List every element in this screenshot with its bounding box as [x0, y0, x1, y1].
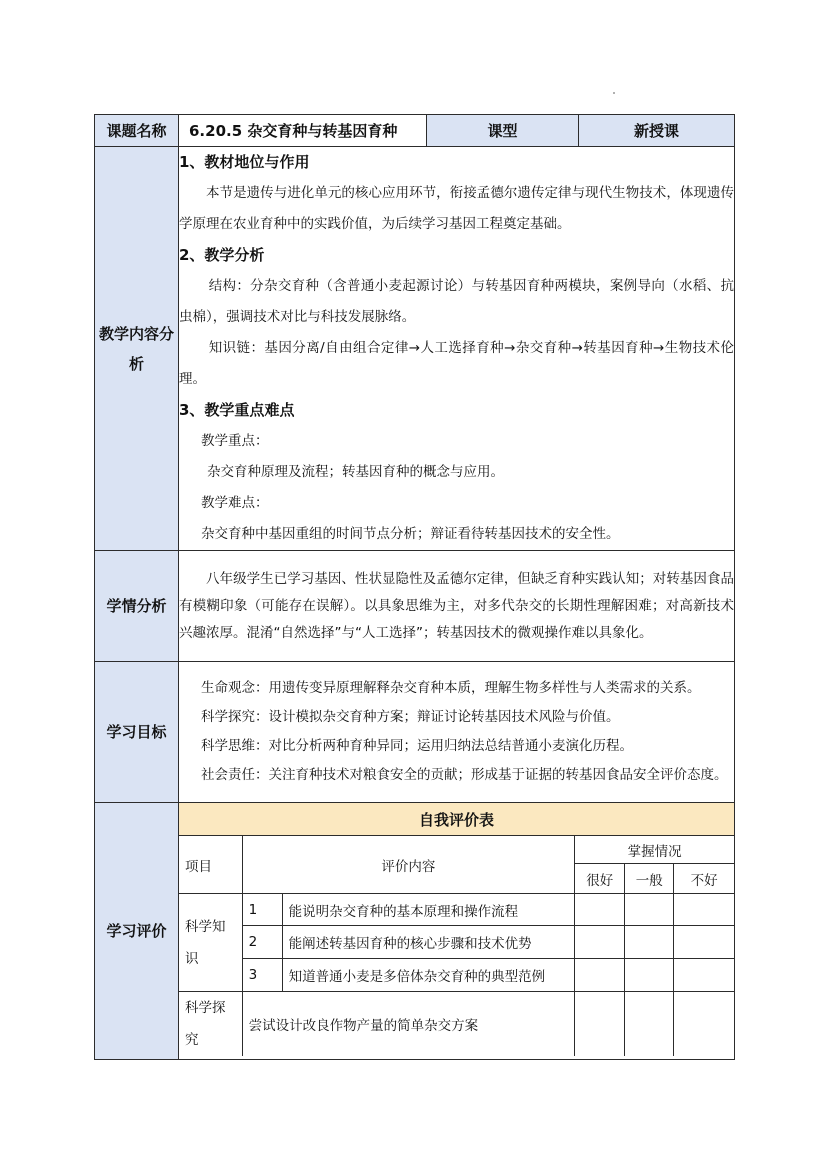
col-content-header: 评价内容: [242, 836, 575, 894]
lesson-plan-table: [94, 114, 735, 1060]
group-science-knowledge: 科学知识: [179, 894, 242, 992]
col-item-header: 项目: [179, 836, 242, 894]
course-name-label: 课题名称: [95, 115, 179, 147]
evaluation-row: [95, 803, 735, 1060]
table-row: [179, 894, 734, 926]
objectives-body: [179, 662, 735, 803]
learner-analysis-text: 八年级学生已学习基因、性状显隐性及孟德尔定律，但缺乏育种实践认知；对转基因食品有模糊印象（可能存在误解）。以具象思维为主，对多代杂交的长期性理解困难；对高新技术兴趣浓厚。混淆“自然选择”与“人工选择”；转基因技术的微观操作难以具象化。: [179, 570, 734, 641]
objective-item: 社会责任：关注育种技术对粮食安全的贡献；形成基于证据的转基因食品安全评价态度。: [201, 767, 728, 783]
rating-good-cell[interactable]: [575, 926, 625, 959]
group-science-inquiry: 科学探究: [179, 992, 242, 1057]
header-row: [95, 115, 735, 147]
objective-item: 生命观念：用遗传变异原理解释杂交育种本质，理解生物多样性与人类需求的关系。: [201, 680, 701, 696]
learner-analysis-body: [179, 551, 735, 662]
rating-good-cell[interactable]: [575, 959, 625, 992]
objective-item: 科学思维：对比分析两种育种异同；运用归纳法总结普通小麦演化历程。: [201, 738, 633, 754]
section-text-1: 本节是遗传与进化单元的核心应用环节，衔接孟德尔遗传定律与现代生物技术，体现遗传学原理在农业育种中的实践价值，为后续学习基因工程奠定基础。: [179, 185, 734, 232]
difficulties-label: 教学难点：: [201, 495, 269, 511]
table-row: [179, 959, 734, 992]
course-title: 6.20.5 杂交育种与转基因育种: [179, 115, 427, 147]
rating-ok-cell[interactable]: [625, 992, 674, 1057]
content-analysis-label: 教学内容分析: [95, 147, 179, 551]
content-analysis-body: [179, 147, 735, 551]
rating-bad-cell[interactable]: [674, 992, 734, 1057]
row-text: 知道普通小麦是多倍体杂交育种的典型范例: [282, 959, 575, 992]
row-text: 能阐述转基因育种的核心步骤和技术优势: [282, 926, 575, 959]
table-row: [179, 926, 734, 959]
objectives-row: [95, 662, 735, 803]
row-text: 能说明杂交育种的基本原理和操作流程: [282, 894, 575, 926]
key-points-label: 教学重点：: [201, 433, 269, 449]
table-row: [179, 992, 734, 1057]
course-type-label: 课型: [427, 115, 579, 147]
rating-bad-cell[interactable]: [674, 894, 734, 926]
section-heading-2: 2、教学分析: [179, 246, 265, 264]
objectives-label: 学习目标: [95, 662, 179, 803]
section-heading-3: 3、教学重点难点: [179, 401, 295, 419]
row-text: 尝试设计改良作物产量的简单杂交方案: [242, 992, 575, 1057]
col-ok-header: 一般: [625, 864, 674, 894]
evaluation-label: 学习评价: [95, 803, 179, 1060]
rating-good-cell[interactable]: [575, 894, 625, 926]
col-mastery-header: 掌握情况: [575, 836, 734, 864]
rating-ok-cell[interactable]: [625, 926, 674, 959]
key-points-text: 杂交育种原理及流程；转基因育种的概念与应用。: [207, 464, 504, 480]
row-number: 3: [242, 959, 282, 992]
row-number: 1: [242, 894, 282, 926]
rating-bad-cell[interactable]: [674, 926, 734, 959]
col-good-header: 很好: [575, 864, 625, 894]
row-number: 2: [242, 926, 282, 959]
learner-analysis-row: [95, 551, 735, 662]
decorative-dot: [613, 92, 615, 94]
course-type-value: 新授课: [579, 115, 735, 147]
evaluation-body: [179, 803, 735, 1060]
section-heading-1: 1、教材地位与作用: [179, 153, 310, 171]
self-evaluation-table: [179, 803, 734, 1056]
learner-analysis-label: 学情分析: [95, 551, 179, 662]
col-bad-header: 不好: [674, 864, 734, 894]
rating-good-cell[interactable]: [575, 992, 625, 1057]
structure-text: 结构：分杂交育种（含普通小麦起源讨论）与转基因育种两模块，案例导向（水稻、抗虫棉），强调技术对比与科技发展脉络。: [179, 278, 734, 325]
objective-item: 科学探究：设计模拟杂交育种方案；辩证讨论转基因技术风险与价值。: [201, 709, 620, 725]
rating-bad-cell[interactable]: [674, 959, 734, 992]
rating-ok-cell[interactable]: [625, 894, 674, 926]
self-evaluation-title: 自我评价表: [179, 803, 734, 836]
knowledge-chain-text: 知识链：基因分离/自由组合定律→人工选择育种→杂交育种→转基因育种→生物技术伦理。: [179, 340, 734, 387]
rating-ok-cell[interactable]: [625, 959, 674, 992]
content-analysis-row: [95, 147, 735, 551]
difficulties-text: 杂交育种中基因重组的时间节点分析；辩证看待转基因技术的安全性。: [201, 526, 620, 542]
